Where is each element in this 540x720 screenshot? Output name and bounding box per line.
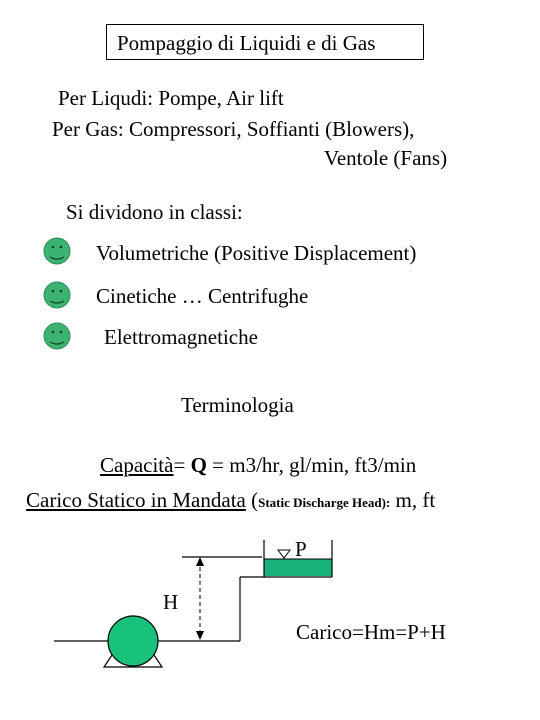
capacity-term: Capacità <box>100 453 174 477</box>
class-item-kinetic: Cinetiche … Centrifughe <box>96 284 309 308</box>
class-item-volumetric: Volumetriche (Positive Displacement) <box>96 241 417 265</box>
gas-line-1: Per Gas: Compressori, Soffianti (Blowers), <box>52 117 415 141</box>
level-marker-icon <box>278 550 290 558</box>
classes-heading: Si dividono in classi: <box>66 200 243 224</box>
terminology-heading: Terminologia <box>181 393 294 417</box>
arrow-down-icon <box>196 631 204 640</box>
pump-icon <box>108 616 158 666</box>
static-head-english: Static Discharge Head): <box>258 495 391 510</box>
static-head-units: m, ft <box>390 488 436 512</box>
static-head-term: Carico Statico in Mandata <box>26 488 246 512</box>
static-head-paren: ( <box>245 488 259 512</box>
liquids-line: Per Liqudi: Pompe, Air lift <box>58 86 284 110</box>
page-title: Pompaggio di Liquidi e di Gas <box>106 24 424 60</box>
capacity-symbol: Q <box>190 453 207 477</box>
diagram-formula: Carico=Hm=P+H <box>296 620 446 644</box>
class-item-electromagnetic: Elettromagnetiche <box>104 325 258 349</box>
arrow-up-icon <box>196 557 204 566</box>
capacity-equals: = <box>173 453 191 477</box>
capacity-units: = m3/hr, gl/min, ft3/min <box>206 453 417 477</box>
tank-liquid <box>264 559 332 576</box>
diagram-label-p: P <box>295 537 307 561</box>
diagram-label-h: H <box>163 590 179 614</box>
gas-line-2: Ventole (Fans) <box>324 146 448 170</box>
